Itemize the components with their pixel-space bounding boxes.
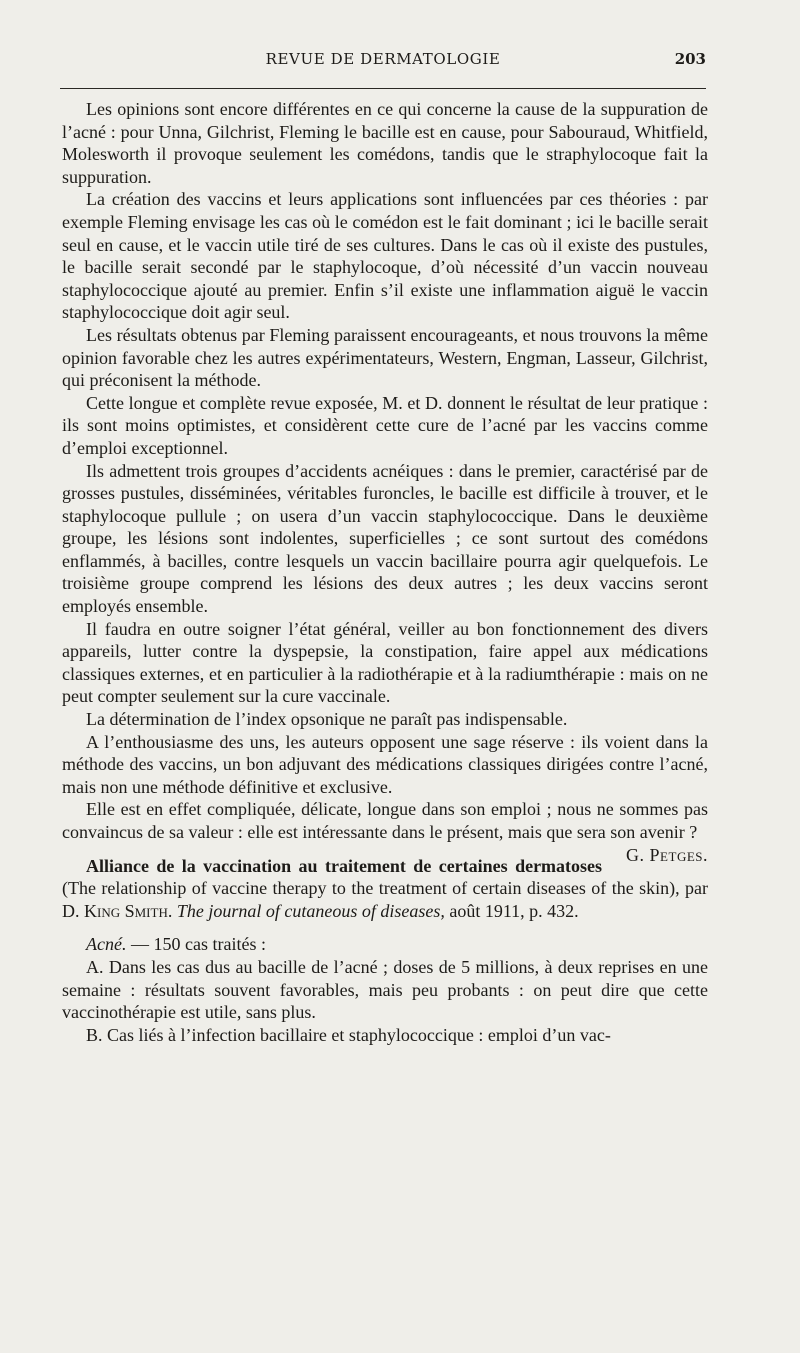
acne-intro — [62, 933, 708, 956]
signature: G. Petges. — [626, 844, 708, 865]
section-citation: août 1911, p. 432. — [444, 900, 579, 921]
acne-label: Acné. — [86, 934, 127, 955]
paragraph: Les résultats obtenus par Fleming paraissent encourageants, et nous trouvons la même opinion favorable chez les autres expérimentateurs, Western, Engman, Lasseur, Gilchrist, qui préconisent la méthode. — [62, 324, 708, 391]
section-journal: The journal of cutaneous of diseases, — [176, 900, 445, 921]
header-rule — [60, 88, 706, 89]
section-author: King Smith. — [84, 900, 173, 921]
paragraph: La détermination de l’index opsonique ne paraît pas indispensable. — [86, 709, 568, 730]
page-number: 203 — [674, 50, 706, 68]
page-header — [60, 50, 706, 74]
paragraph: La création des vaccins et leurs applications sont influencées par ces théories : par exemple Fleming envisage les cas où le comédon est le fait dominant ; ici le bacille serait seul en cause, et le vaccin utile tiré de ses cultures. Dans le cas où il existe des pustules, le bacille serait secondé par le staphylocoque, d’où nécessité d’un vaccin nouveau staphylococcique ajouté au premier. Enfin s’il existe une inflammation aiguë le vaccin staphylococcique doit agir seul. — [62, 189, 708, 323]
body-text — [62, 98, 708, 1046]
paragraph: Cette longue et complète revue exposée, M. et D. donnent le résultat de leur pratique : ils sont moins optimistes, et considèrent cette cure de l’acné par les vaccins comme d’emploi exceptionnel. — [62, 392, 708, 458]
running-title: REVUE DE DERMATOLOGIE — [265, 50, 501, 68]
paragraph: A l’enthousiasme des uns, les auteurs opposent une sage réserve : ils voient dans la méthode des vaccins, un bon adjuvant des médications classiques dirigées contre l’acné, mais non une méthode définitive et exclusive. — [62, 731, 708, 797]
paragraph: Les opinions sont encore différentes en ce qui concerne la cause de la suppuration de l’acné : pour Unna, Gilchrist, Fleming le bacille est en cause, pour Sabouraud, Whitfield, Molesworth il provoque seulement les comédons, tandis que le straphylocoque fait la suppuration. — [62, 99, 708, 187]
acne-count: — 150 cas traités : — [126, 934, 266, 955]
acne-item-a: A. Dans les cas dus au bacille de l’acné ; doses de 5 millions, à deux reprises en une semaine : résultats souvent favorables, mais peu probants : on peut dire que cette vaccinothérapie est utile, sans plus. — [62, 956, 708, 1023]
acne-item-b: B. Cas liés à l’infection bacillaire et staphylococcique : emploi d’un vac- — [86, 1024, 611, 1045]
section-heading: Alliance de la vaccination au traitement de certaines dermatoses — [86, 855, 603, 876]
closing-paragraph — [62, 798, 708, 865]
section-subtitle: (The relationship of vaccine therapy to the treatment of certain diseases of the skin), par D. — [62, 878, 708, 921]
paragraph: Il faudra en outre soigner l’état général, veiller au bon fonctionnement des divers appareils, lutter contre la dyspepsie, la constipation, faire appel aux médications classiques externes, et en particulier à la radiothérapie et à la radiumthérapie : mais on ne peut compter seulement sur la cure vaccinale. — [62, 618, 708, 707]
paragraph: Ils admettent trois groupes d’accidents acnéiques : dans le premier, caractérisé par de grosses pustules, disséminées, véritables furoncles, le bacille est difficile à trouver, et le staphylocoque pullule ; on usera d’un vaccin staphylococcique. Dans le deuxième groupe, les lésions sont indolentes, superficielles ; ce sont surtout des comédons enflammés, à bacilles, contre lesquels un vaccin bacillaire pourra agir quelquefois. Le troisième groupe comprend les lésions des deux autres ; les deux vaccins seront employés ensemble. — [62, 460, 708, 617]
paragraph-text: Elle est en effet compliquée, délicate, longue dans son emploi ; nous ne sommes pas convaincus de sa valeur : elle est intéressante dans le présent, mais que sera son avenir ? — [62, 799, 708, 842]
